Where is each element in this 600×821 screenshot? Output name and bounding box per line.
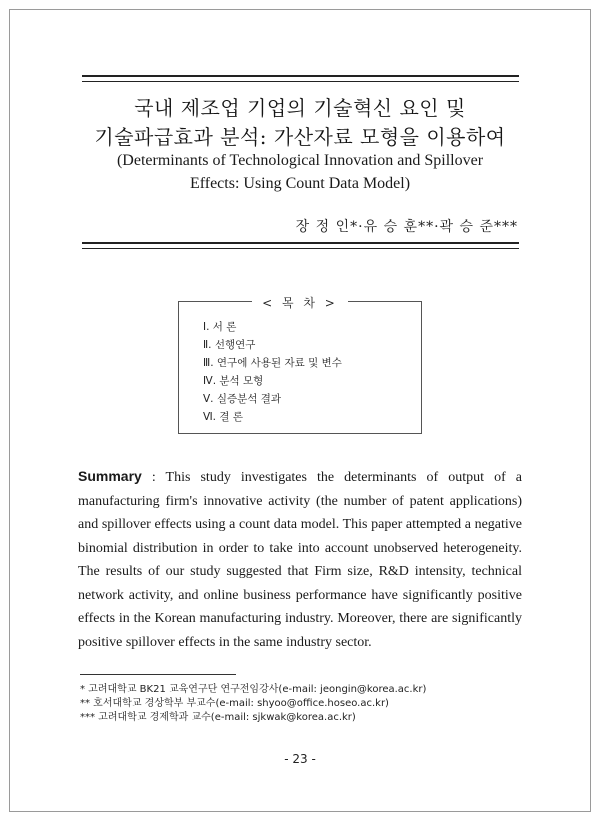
toc-title: < 목 차 >	[179, 292, 421, 311]
toc-item-5: Ⅴ. 실증분석 결과	[203, 393, 282, 405]
english-title-line-1: (Determinants of Technological Innovation and Spillover	[116, 152, 484, 169]
toc-item-1: Ⅰ. 서 론	[203, 321, 237, 333]
table-of-contents	[178, 296, 422, 434]
title-bottom-rule	[82, 242, 519, 249]
footnote-3: *** 고려대학교 경제학과 교수(e-mail: sjkwak@korea.ac.kr)	[80, 712, 356, 723]
footnote-2: ** 호서대학교 경상학부 부교수(e-mail: shyoo@office.hoseo.ac.kr)	[80, 698, 389, 709]
toc-item-2: Ⅱ. 선행연구	[203, 339, 256, 351]
english-title-line-2: Effects: Using Count Data Model)	[189, 175, 411, 192]
authors: 장 정 인*·유 승 훈**·곽 승 준***	[295, 219, 518, 235]
summary-paragraph	[78, 465, 522, 654]
summary-text: This study investigates the determinants of output of a manufacturing firm's innovative activity (the number of patent applications) and spillover effects using a count data model. This paper attempted a negative binomial distribution in order to take into account unobserved heterogeneity. The results of our study suggested that Firm size, R&D intensity, technical network activity, and online business performance have significantly positive effects in the Korean manufacturing industry. Moreover, there are significantly positive spillover effects in the same industry sector.	[78, 470, 522, 650]
toc-item-3: Ⅲ. 연구에 사용된 자료 및 변수	[203, 357, 342, 369]
summary-label: Summary	[78, 468, 142, 484]
footnote-1: * 고려대학교 BK21 교육연구단 연구전임강사(e-mail: jeongin@korea.ac.kr)	[80, 684, 427, 695]
toc-item-6: Ⅵ. 결 론	[203, 411, 243, 423]
toc-item-4: Ⅳ. 분석 모형	[203, 375, 264, 387]
page-number: - 23 -	[284, 752, 316, 766]
summary-separator: :	[141, 470, 166, 485]
title-top-rule	[82, 75, 519, 82]
korean-title-line-2: 기술파급효과 분석: 가산자료 모형을 이용하여	[94, 125, 506, 149]
footnote-rule	[80, 674, 236, 675]
korean-title-line-1: 국내 제조업 기업의 기술혁신 요인 및	[134, 96, 466, 120]
